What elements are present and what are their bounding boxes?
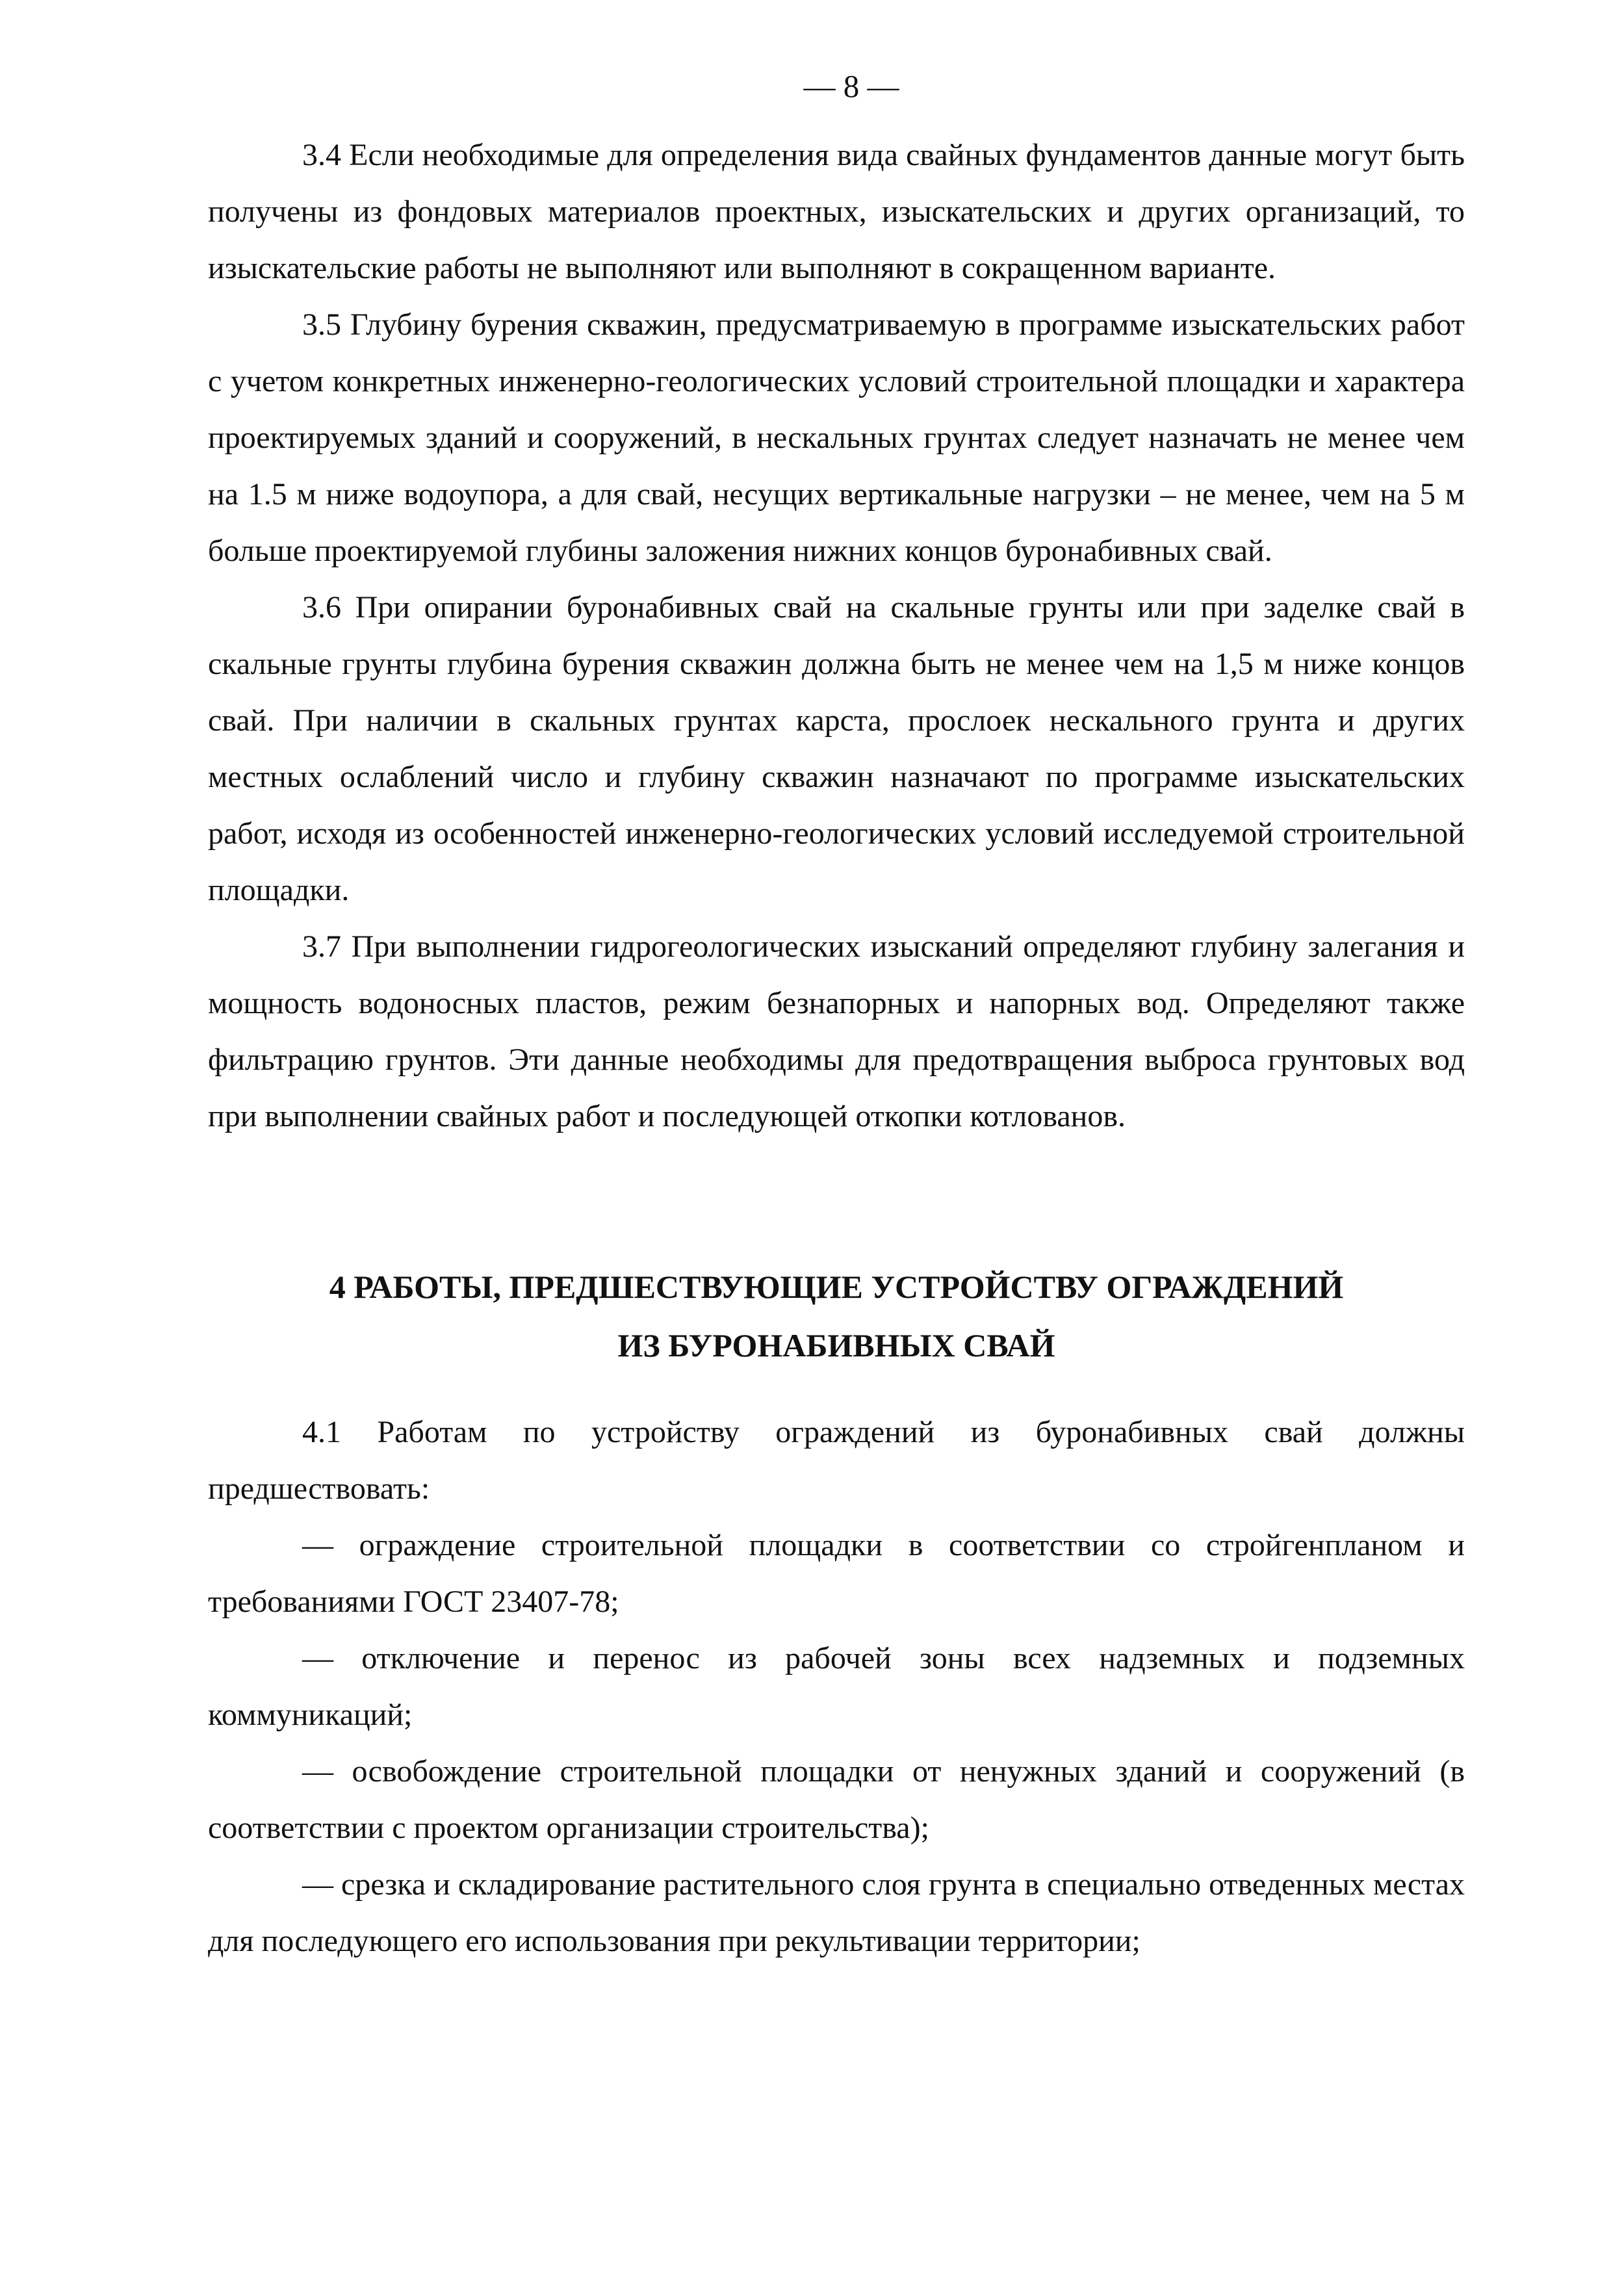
list-item: — отключение и перенос из рабочей зоны всех надземных и подземных коммуникаций; <box>208 1641 1465 1732</box>
paragraph-3-4: 3.4 Если необходимые для определения вида свайных фундаментов данные могут быть получены из фондовых материалов проектных, изыскательских и других организаций, то изыскательские работы не выполняют или выполняют в сокращенном варианте. <box>208 138 1465 285</box>
section-4-heading-line-2: ИЗ БУРОНАБИВНЫХ СВАЙ <box>617 1327 1055 1363</box>
list-item: — освобождение строительной площадки от ненужных зданий и сооружений (в соответствии с проектом организации строительства); <box>208 1754 1465 1845</box>
list-item: — срезка и складирование растительного слоя грунта в специально отведенных местах для последующего его использования при рекультивации территории; <box>208 1867 1465 1958</box>
section-4-heading <box>208 1258 1465 1375</box>
section-3-body <box>208 127 1465 1144</box>
section-4-heading-line-1: 4 РАБОТЫ, ПРЕДШЕСТВУЮЩИЕ УСТРОЙСТВУ ОГРАЖДЕНИЙ <box>329 1269 1344 1305</box>
section-4-body <box>208 1404 1465 1969</box>
page-number: — 8 — <box>803 68 899 104</box>
list-item: — ограждение строительной площадки в соответствии со стройгенпланом и требованиями ГОСТ 23407-78; <box>208 1528 1465 1619</box>
paragraph-3-5: 3.5 Глубину бурения скважин, предусматриваемую в программе изыскательских работ с учетом конкретных инженерно-геологических условий строительной площадки и характера проектируемых зданий и сооружений, в нескальных грунтах следует назначать не менее чем на 1.5 м ниже водоупора, а для свай, несущих вертикальные нагрузки – не менее, чем на 5 м больше проектируемой глубины заложения нижних концов буронабивных свай. <box>208 307 1465 568</box>
paragraph-4-1: 4.1 Работам по устройству ограждений из буронабивных свай должны предшествовать: <box>208 1415 1465 1506</box>
paragraph-3-7: 3.7 При выполнении гидрогеологических изысканий определяют глубину залегания и мощность водоносных пластов, режим безнапорных и напорных вод. Определяют также фильтрацию грунтов. Эти данные необходимы для предотвращения выброса грунтовых вод при выполнении свайных работ и последующей откопки котлованов. <box>208 929 1465 1133</box>
paragraph-3-6: 3.6 При опирании буронабивных свай на скальные грунты или при заделке свай в скальные грунты глубина бурения скважин должна быть не менее чем на 1,5 м ниже концов свай. При наличии в скальных грунтах карста, прослоек нескального грунта и других местных ослаблений число и глубину скважин назначают по программе изыскательских работ, исходя из особенностей инженерно-геологических условий исследуемой строительной площадки. <box>208 590 1465 907</box>
